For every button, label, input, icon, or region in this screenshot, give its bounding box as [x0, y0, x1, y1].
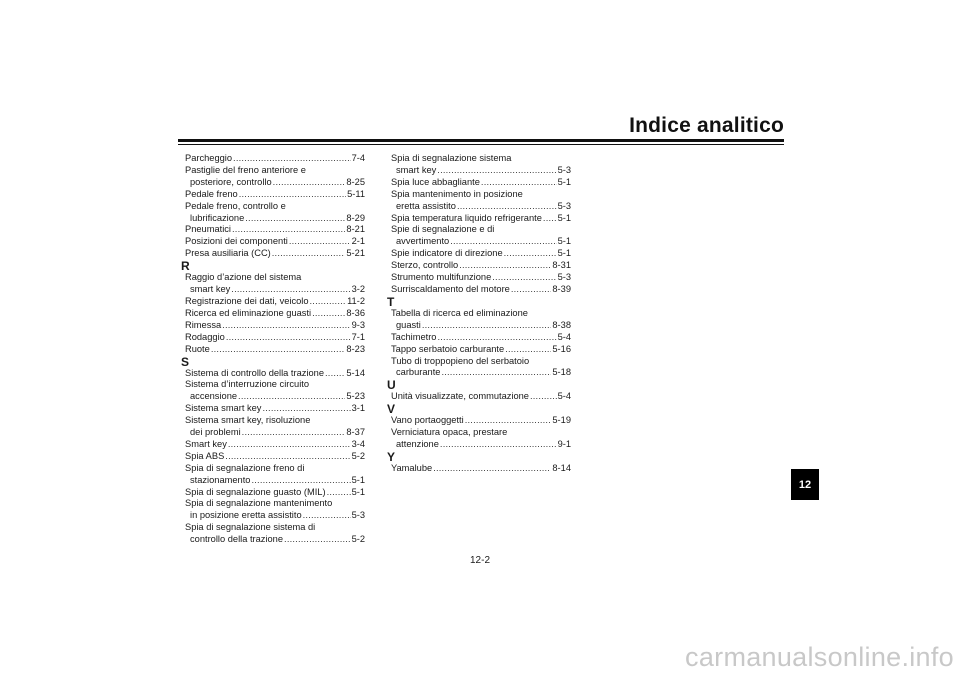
index-entry[interactable] [185, 487, 365, 499]
index-entry[interactable] [391, 415, 571, 427]
index-entry-page: 5-2 [351, 534, 365, 545]
dot-leader [226, 332, 351, 344]
index-entry[interactable] [185, 475, 365, 487]
dot-leader [262, 403, 350, 415]
index-entry[interactable] [391, 463, 571, 475]
index-letter-heading: Y [387, 449, 396, 464]
dot-leader [511, 284, 552, 296]
index-entry[interactable] [391, 201, 571, 213]
index-entry-text: Raggio d’azione del sistema [185, 272, 302, 283]
index-entry-text: guasti [396, 319, 421, 330]
dot-leader [433, 463, 551, 475]
index-entry[interactable] [185, 153, 365, 165]
index-entry[interactable] [185, 368, 365, 380]
dot-leader [437, 332, 556, 344]
index-entry[interactable] [391, 260, 571, 272]
index-entry[interactable] [185, 510, 365, 522]
index-entry[interactable] [185, 284, 365, 296]
dot-leader [310, 296, 347, 308]
index-entry-page: 5-1 [351, 474, 365, 485]
dot-leader [504, 248, 557, 260]
index-entry-page: 2-1 [351, 236, 365, 247]
index-entry-page: 5-2 [351, 450, 365, 461]
index-entry[interactable] [391, 236, 571, 248]
title-rule-thin [178, 144, 784, 145]
index-entry-page: 5-23 [346, 391, 365, 402]
index-entry[interactable] [185, 344, 365, 356]
dot-leader [457, 201, 557, 213]
index-entry-text: Registrazione dei dati, veicolo [185, 295, 309, 306]
index-entry[interactable] [391, 177, 571, 189]
dot-leader [450, 236, 556, 248]
dot-leader [242, 427, 346, 439]
dot-leader [422, 320, 552, 332]
index-entry-text: Ruote [185, 343, 210, 354]
index-entry-page: 8-31 [552, 260, 571, 271]
index-entry-text: Posizioni dei componenti [185, 236, 288, 247]
index-entry[interactable] [391, 367, 571, 379]
index-entry-page: 5-3 [351, 510, 365, 521]
index-entry-text: Pastiglie del freno anteriore e [185, 164, 306, 175]
index-entry-page: 7-1 [351, 331, 365, 342]
index-entry-text: Sistema smart key, risoluzione [185, 415, 311, 426]
index-entry[interactable] [185, 391, 365, 403]
index-entry-text: Spia di segnalazione mantenimento [185, 498, 333, 509]
dot-leader [440, 439, 557, 451]
dot-leader [272, 248, 346, 260]
dot-leader [312, 308, 345, 320]
index-entry-page: 5-19 [552, 415, 571, 426]
index-entry-text: Yamalube [391, 462, 433, 473]
index-entry[interactable] [185, 177, 365, 189]
index-entry-text: controllo della trazione [190, 534, 284, 545]
index-entry-page: 8-14 [552, 462, 571, 473]
index-entry-page: 8-29 [346, 212, 365, 223]
index-letter-heading: V [387, 402, 396, 417]
index-entry[interactable] [185, 189, 365, 201]
index-entry-page: 8-39 [552, 283, 571, 294]
index-entry[interactable] [185, 534, 365, 546]
index-entry[interactable] [185, 403, 365, 415]
index-entry-text: Smart key [185, 438, 227, 449]
index-entry[interactable] [391, 248, 571, 260]
index-entry-text: Unità visualizzate, commutazione [391, 391, 529, 402]
index-entry-text: Sterzo, controllo [391, 260, 459, 271]
index-entry-page: 8-21 [346, 224, 365, 235]
index-entry-text: Spia mantenimento in posizione [391, 188, 523, 199]
index-entry-page: 8-23 [346, 343, 365, 354]
dot-leader [211, 344, 346, 356]
index-entry[interactable] [391, 320, 571, 332]
index-entry-text: Sistema di controllo della trazione [185, 367, 325, 378]
chapter-tab[interactable]: 12 [791, 469, 819, 500]
dot-leader [327, 487, 351, 499]
watermark: carmanualsonline.info [685, 642, 954, 672]
index-entry[interactable] [185, 320, 365, 332]
index-entry-page: 8-37 [346, 427, 365, 438]
dot-leader [284, 534, 351, 546]
index-entry-page: 5-3 [557, 200, 571, 211]
index-entry[interactable] [185, 308, 365, 320]
index-entry-page: 5-3 [557, 272, 571, 283]
index-entry-text: Parcheggio [185, 153, 233, 163]
index-entry-text: Tachimetro [391, 331, 437, 342]
index-entry-page: 7-4 [351, 153, 365, 163]
index-entry-page: 8-36 [346, 307, 365, 318]
index-entry[interactable] [185, 213, 365, 225]
index-entry-text: dei problemi [190, 427, 241, 438]
index-entry-text: Tappo serbatoio carburante [391, 343, 505, 354]
index-entry-text: lubrificazione [190, 212, 245, 223]
index-letter-heading: U [387, 378, 396, 393]
index-entry-text: Vano portaoggetti [391, 415, 464, 426]
index-entry-text: accensione [190, 391, 238, 402]
dot-leader [437, 165, 556, 177]
dot-leader [228, 439, 351, 451]
dot-leader [441, 367, 551, 379]
index-entry-text: Sistema smart key [185, 403, 262, 414]
dot-leader [233, 153, 351, 165]
index-entry[interactable] [185, 451, 365, 463]
index-entry-text: Tubo di troppopieno del serbatoio [391, 355, 530, 366]
index-entry[interactable] [185, 439, 365, 451]
index-entry[interactable] [391, 344, 571, 356]
dot-leader [232, 224, 345, 236]
index-entry-text: Spia temperatura liquido refrigerante [391, 212, 542, 223]
dot-leader [543, 213, 557, 225]
dot-leader [239, 189, 346, 201]
index-entry-page: 5-1 [351, 486, 365, 497]
dot-leader [222, 320, 350, 332]
index-entry-page: 3-1 [351, 403, 365, 414]
index-column-right [387, 153, 571, 475]
dot-leader [273, 177, 346, 189]
index-entry-text: Spia di segnalazione sistema [391, 153, 512, 163]
index-entry-text: Spia luce abbagliante [391, 176, 480, 187]
dot-leader [465, 415, 552, 427]
index-entry[interactable] [391, 332, 571, 344]
index-entry[interactable] [391, 165, 571, 177]
dot-leader [289, 236, 351, 248]
index-entry-text: Strumento multifunzione [391, 272, 492, 283]
index-entry[interactable] [391, 439, 571, 451]
index-entry-text: Pedale freno [185, 188, 238, 199]
index-entry-page: 11-2 [347, 295, 365, 306]
index-entry[interactable] [185, 224, 365, 236]
dot-leader [505, 344, 551, 356]
index-entry-page: 9-1 [557, 439, 571, 450]
index-letter-heading: T [387, 294, 395, 309]
index-entry-page: 5-14 [346, 367, 365, 378]
index-entry-text: stazionamento [190, 474, 251, 485]
dot-leader [231, 284, 350, 296]
index-entry-page: 8-38 [552, 319, 571, 330]
index-entry-text: Sistema d’interruzione circuito [185, 379, 310, 390]
dot-leader [225, 451, 350, 463]
index-entry-text: Presa ausiliaria (CC) [185, 248, 271, 259]
index-entry[interactable] [185, 248, 365, 260]
index-entry-text: eretta assistito [396, 200, 456, 211]
dot-leader [245, 213, 345, 225]
index-entry-text: Spia di segnalazione sistema di [185, 522, 316, 533]
index-entry-text: Spie indicatore di direzione [391, 248, 503, 259]
index-entry[interactable] [185, 332, 365, 344]
index-entry[interactable] [185, 236, 365, 248]
dot-leader [492, 272, 556, 284]
index-entry-text: posteriore, controllo [190, 176, 272, 187]
index-entry-text: Pedale freno, controllo e [185, 200, 286, 211]
index-entry-text: Tabella di ricerca ed eliminazione [391, 307, 528, 318]
index-entry-page: 5-4 [557, 391, 571, 402]
index-entry-page: 5-18 [552, 367, 571, 378]
index-entry-page: 3-2 [351, 284, 365, 295]
index-column-left [181, 153, 365, 546]
index-letter-heading: R [181, 259, 190, 274]
index-entry-text: Pneumatici [185, 224, 231, 235]
index-entry-text: attenzione [396, 439, 439, 450]
index-entry-page: 5-1 [557, 248, 571, 259]
index-entry-page: 5-11 [347, 188, 365, 199]
dot-leader [303, 510, 351, 522]
dot-leader [530, 391, 557, 403]
index-entry-text: Spia di segnalazione guasto (MIL) [185, 486, 326, 497]
index-entry-text: Spia ABS [185, 450, 225, 461]
index-entry-page: 8-25 [346, 176, 365, 187]
index-entry[interactable] [185, 296, 365, 308]
index-entry-text: Ricerca ed eliminazione guasti [185, 307, 312, 318]
index-entry-page: 3-4 [351, 438, 365, 449]
index-entry-text: Spie di segnalazione e di [391, 224, 495, 235]
page-number: 12-2 [469, 555, 490, 566]
index-entry-text: carburante [396, 367, 441, 378]
dot-leader [251, 475, 350, 487]
index-entry-page: 5-21 [346, 248, 365, 259]
index-entry[interactable] [185, 427, 365, 439]
title-rule [178, 139, 784, 142]
index-entry-text: Rimessa [185, 319, 222, 330]
index-letter-heading: S [181, 354, 190, 369]
index-entry[interactable] [391, 213, 571, 225]
index-entry-text: in posizione eretta assistito [190, 510, 302, 521]
dot-leader [481, 177, 557, 189]
index-entry[interactable] [391, 284, 571, 296]
index-entry-text: Rodaggio [185, 331, 225, 342]
index-entry[interactable] [391, 391, 571, 403]
index-entry-text: Spia di segnalazione freno di [185, 462, 305, 473]
index-entry-page: 5-4 [557, 331, 571, 342]
index-entry-text: smart key [190, 284, 231, 295]
dot-leader [325, 368, 345, 380]
index-entry-text: smart key [396, 164, 437, 175]
index-entry[interactable] [391, 272, 571, 284]
index-entry-page: 5-3 [557, 164, 571, 175]
index-entry-text: Verniciatura opaca, prestare [391, 427, 508, 438]
dot-leader [238, 391, 345, 403]
index-entry-text: Surriscaldamento del motore [391, 283, 510, 294]
index-entry-page: 5-1 [557, 212, 571, 223]
index-entry-page: 5-16 [552, 343, 571, 354]
index-entry-page: 5-1 [557, 236, 571, 247]
index-entry-page: 5-1 [557, 176, 571, 187]
index-entry-page: 9-3 [351, 319, 365, 330]
dot-leader [459, 260, 551, 272]
index-entry-text: avvertimento [396, 236, 450, 247]
page-title: Indice analitico [629, 114, 784, 137]
